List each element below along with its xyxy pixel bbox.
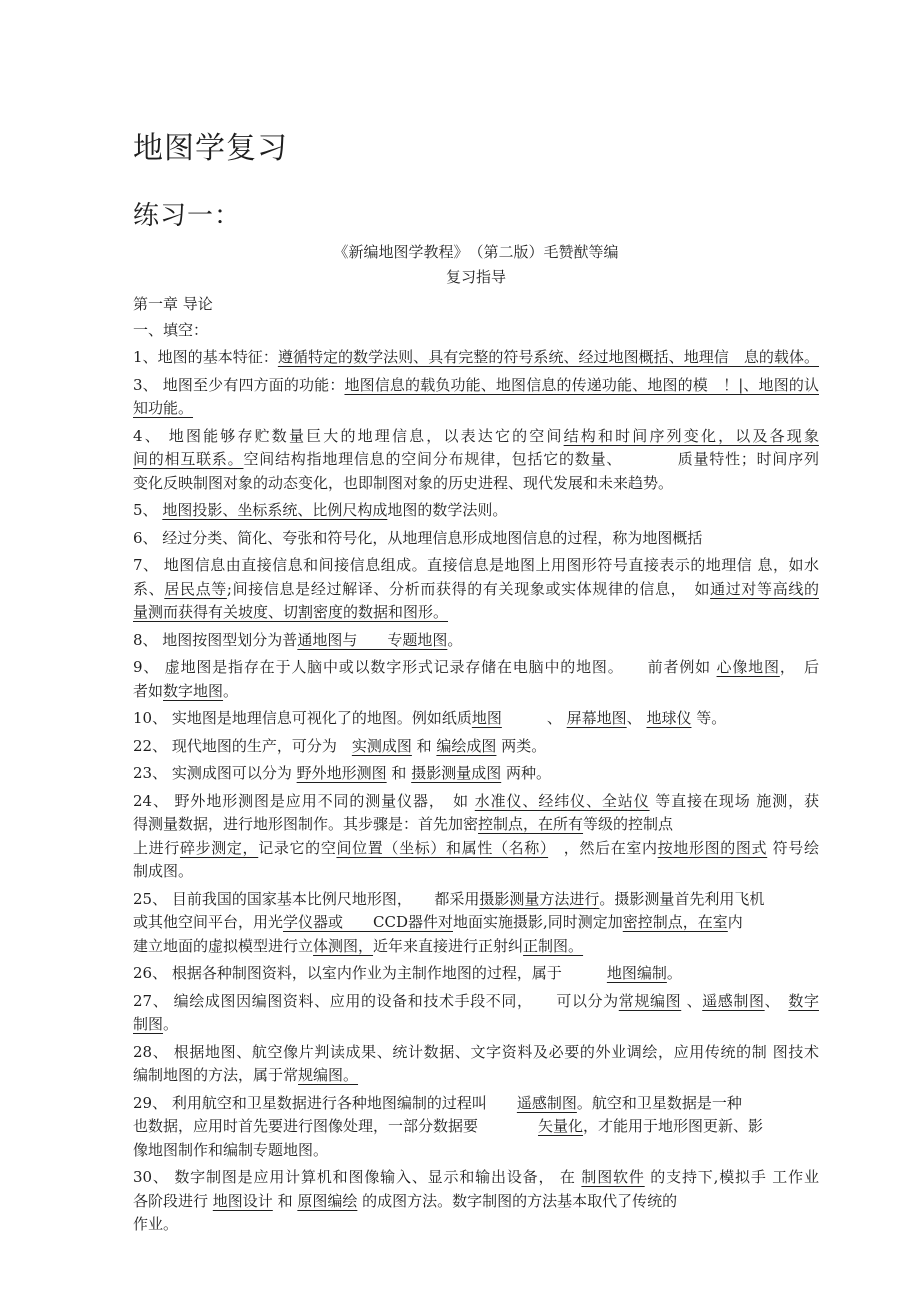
text-line bbox=[133, 888, 819, 912]
answer-underlined-text: 体测图， bbox=[313, 936, 374, 955]
text-segment: 8、 地图按图型划分为普 bbox=[133, 630, 298, 649]
document-content bbox=[133, 128, 819, 1241]
text-line bbox=[133, 656, 819, 680]
answer-underlined-text: 数字 bbox=[788, 991, 819, 1010]
answer-underlined-text: 地图 bbox=[471, 709, 502, 727]
text-line bbox=[133, 448, 819, 472]
text-segment: 。 bbox=[223, 681, 239, 700]
text-line bbox=[133, 499, 819, 523]
text-segment: 建立地面的虚拟模型进行立 bbox=[133, 936, 314, 955]
text-segment: 22、 现代地图的生产，可分为 bbox=[133, 736, 352, 755]
text-line bbox=[133, 1139, 819, 1163]
document-paragraph bbox=[133, 1166, 819, 1237]
text-line bbox=[133, 1190, 819, 1214]
text-line bbox=[133, 790, 819, 814]
text-line bbox=[133, 527, 819, 551]
text-line bbox=[133, 1166, 819, 1190]
text-line bbox=[133, 472, 819, 496]
text-segment: 等。 bbox=[691, 709, 727, 727]
answer-underlined-text: 制图 bbox=[133, 1015, 164, 1033]
text-line bbox=[133, 935, 819, 959]
text-segment: 像地图制作和编制专题地图。 bbox=[133, 1140, 329, 1159]
text-segment: 和 bbox=[272, 1191, 298, 1210]
text-line bbox=[133, 837, 819, 861]
text-segment: 或其他空间平台，用光 bbox=[133, 913, 284, 931]
answer-underlined-text: 正制图。 bbox=[523, 936, 584, 955]
text-line bbox=[133, 1064, 819, 1088]
answer-underlined-text: 水准仪、经纬仪、全站仪 bbox=[474, 791, 650, 810]
text-segment: 29、 利用航空和卫星数据进行各种地图编制的过程叫 bbox=[133, 1093, 517, 1112]
text-line bbox=[133, 629, 819, 653]
answer-underlined-text: 地球仪 bbox=[646, 709, 692, 727]
answer-underlined-text: 遵循特定的数学法则、具有完整的符号系统、经过地图概括、地理信 息的载体。 bbox=[277, 348, 819, 366]
text-segment: 空间结构指地理信息的空间分布规律，包括它的数量、 质量特性；时间序列 bbox=[243, 450, 819, 468]
text-line bbox=[133, 762, 819, 786]
text-segment: 地面实施摄影,同时测定加 bbox=[453, 913, 623, 931]
text-segment: 30、 数字制图是应用计算机和图像输入、显示和输出设备， 在 bbox=[133, 1168, 582, 1186]
text-segment: 制成图。 bbox=[133, 862, 194, 880]
text-line bbox=[133, 813, 819, 837]
text-line bbox=[133, 1115, 819, 1139]
text-segment: 近年来直接进行正射纠 bbox=[373, 936, 524, 955]
text-segment: 。 bbox=[666, 964, 682, 982]
document-paragraph bbox=[133, 425, 819, 496]
text-segment: 、 bbox=[501, 709, 567, 727]
document-paragraph bbox=[133, 990, 819, 1037]
text-line bbox=[133, 397, 819, 421]
answer-underlined-text: 地图编制 bbox=[606, 964, 667, 982]
text-segment: 的支持下,模拟手 工作业 bbox=[644, 1168, 819, 1186]
review-guide-line: 复习指导 bbox=[445, 268, 506, 286]
document-paragraph bbox=[133, 707, 819, 731]
text-segment: 1、地图的基本特征： bbox=[133, 348, 278, 366]
document-paragraph bbox=[133, 374, 819, 421]
answer-underlined-text: 规编图。 bbox=[298, 1066, 359, 1084]
document-paragraph bbox=[133, 762, 819, 786]
text-segment: 10、 实地图是地理信息可视化了的地图。例如纸质 bbox=[133, 709, 472, 727]
answer-underlined-text: 学仪器或 CCD器件对 bbox=[283, 913, 453, 931]
text-segment: 两种。 bbox=[501, 764, 551, 782]
text-line bbox=[133, 554, 819, 578]
text-segment: 地图的数学法则。 bbox=[387, 501, 508, 519]
text-segment: 。 bbox=[447, 630, 463, 649]
text-segment: 23、 实测成图可以分为 bbox=[133, 764, 297, 782]
answer-underlined-text: 矢量化 bbox=[538, 1117, 584, 1135]
answer-underlined-text: 数字地图 bbox=[163, 681, 224, 700]
answer-underlined-text: 地图信息的载负功能、地图信息的传递功能、地图的模 ！|、地图的认 bbox=[344, 375, 819, 394]
answer-underlined-text: 通地图与 专题地图 bbox=[297, 630, 448, 649]
answer-underlined-text: 按地形图的图式 bbox=[657, 838, 768, 857]
text-segment: ，然后在室内 bbox=[548, 838, 658, 857]
answer-underlined-text: 通过对等高线的 bbox=[710, 579, 819, 598]
answer-underlined-text: 遥感制图 bbox=[702, 991, 765, 1010]
text-segment: 。摄影测量首先利用飞机 bbox=[599, 889, 765, 908]
answer-underlined-text: 知功能。 bbox=[133, 399, 194, 417]
answer-underlined-text: 间的相互联系。 bbox=[133, 450, 244, 468]
document-paragraph bbox=[133, 962, 819, 986]
text-segment: ;间接信息是经过解译、分析而获得的有关现象或实体规律的信息， 如 bbox=[226, 579, 711, 598]
answer-underlined-text: 制图软件 bbox=[581, 1168, 645, 1186]
text-line bbox=[133, 578, 819, 602]
text-segment: 系、 bbox=[133, 579, 165, 598]
document-paragraph bbox=[133, 346, 819, 370]
answer-underlined-text: 地图设计 bbox=[212, 1191, 273, 1210]
document-paragraph bbox=[133, 735, 819, 759]
answer-underlined-text: 控制点，在所有 bbox=[478, 815, 584, 833]
answer-underlined-text: 原图编绘 bbox=[297, 1191, 358, 1210]
text-segment: 。 bbox=[163, 1015, 179, 1033]
text-line bbox=[133, 707, 819, 731]
text-line bbox=[133, 374, 819, 398]
text-line bbox=[133, 1092, 819, 1116]
document-paragraph bbox=[133, 554, 819, 625]
text-line bbox=[133, 680, 819, 704]
text-segment: 7、 地图信息由直接信息和间接信息组成。直接信息是地图上用图形符号直接表示的地理信 息，如水 bbox=[133, 556, 819, 574]
answer-underlined-text: 野外地形测图 bbox=[296, 764, 387, 782]
text-segment: 符号绘 bbox=[767, 838, 819, 857]
document-paragraph bbox=[133, 888, 819, 959]
text-segment: 记录它的空 bbox=[258, 838, 337, 857]
document-title: 地图学复习 bbox=[133, 131, 288, 166]
text-segment: 的成图方法。数字制图的方法基本取代了传统的 bbox=[357, 1191, 678, 1210]
text-line bbox=[133, 911, 819, 935]
text-segment: 6、 经过分类、简化、夸张和符号化，从地理信息形成地图信息的过程，称为地图概括 bbox=[133, 528, 703, 547]
text-segment: 编制地图的方法，属于常 bbox=[133, 1066, 299, 1084]
answer-underlined-text: 摄影测量方法进行 bbox=[479, 889, 600, 908]
chapter-heading: 第一章 导论 bbox=[133, 295, 213, 313]
text-segment: 变化反映制图对象的动态变化，也即制图对象的历史进程、现代发展和未来趋势。 bbox=[133, 473, 674, 492]
exercise-heading: 练习一： bbox=[133, 201, 242, 231]
text-segment: 上进行 bbox=[133, 838, 180, 857]
fill-in-items bbox=[133, 346, 819, 1237]
document-paragraph bbox=[133, 499, 819, 523]
text-segment: 者如 bbox=[133, 681, 164, 700]
text-segment: 内 bbox=[727, 913, 743, 931]
answer-underlined-text: 地图投影、坐标系统、比例尺构成 bbox=[162, 501, 388, 519]
text-segment: 两类。 bbox=[496, 736, 547, 755]
book-reference-line: 《新编地图学教程》 （第二版）毛赞猷等编 bbox=[333, 243, 619, 261]
text-segment: 5、 bbox=[133, 501, 163, 519]
text-segment: 、 bbox=[626, 709, 647, 727]
text-segment: 等级的控制点 bbox=[583, 815, 674, 833]
text-line bbox=[133, 962, 819, 986]
text-segment: 和 bbox=[386, 764, 412, 782]
document-paragraph bbox=[133, 1092, 819, 1163]
text-segment: 。航空和卫星数据是一种 bbox=[576, 1093, 742, 1112]
text-segment: 27、 编绘成图因编图资料、应用的设备和技术手段不同， 可以分为 bbox=[133, 991, 619, 1010]
document-paragraph bbox=[133, 656, 819, 703]
text-segment: 各阶段进行 bbox=[133, 1191, 213, 1210]
text-line bbox=[133, 860, 819, 884]
answer-underlined-text: 密控制点，在室 bbox=[622, 913, 728, 931]
text-segment: 、 bbox=[681, 991, 703, 1010]
text-segment: 、 bbox=[764, 991, 789, 1010]
text-segment: ， 后 bbox=[779, 658, 819, 676]
text-line bbox=[133, 990, 819, 1014]
answer-underlined-text: 实测成图 bbox=[351, 736, 412, 755]
text-line bbox=[133, 1013, 819, 1037]
answer-underlined-text: 碎步测定， bbox=[179, 838, 259, 857]
text-segment: 得测量数据，进行地形图制作。其步骤是：首先加密 bbox=[133, 815, 479, 833]
text-segment: 25、 目前我国的国家基本比例尺地形图， 都采用 bbox=[133, 889, 480, 908]
text-line bbox=[133, 1041, 819, 1065]
answer-underlined-text: 间位置（坐标）和属性（名称） bbox=[336, 838, 549, 857]
answer-underlined-text: 心像地图 bbox=[716, 658, 780, 676]
text-segment: 3、 地图至少有四方面的功能： bbox=[133, 375, 345, 394]
section-heading: 一、填空： bbox=[133, 321, 209, 339]
text-segment: 作业。 bbox=[133, 1215, 179, 1233]
text-segment: ，才能用于地形图更新、影 bbox=[583, 1117, 764, 1135]
document-paragraph bbox=[133, 629, 819, 653]
text-line bbox=[133, 346, 819, 370]
text-segment: 28、 根据地图、航空像片判读成果、统计数据、文字资料及必要的外业调绘，应用传统的制 图技术 bbox=[133, 1042, 819, 1061]
text-line bbox=[133, 601, 819, 625]
answer-underlined-text: 编绘成图 bbox=[436, 736, 497, 755]
text-segment: 26、 根据各种制图资料，以室内作业为主制作地图的过程，属于 bbox=[133, 964, 607, 982]
document-paragraph bbox=[133, 790, 819, 884]
answer-underlined-text: 屏幕地图 bbox=[566, 709, 627, 727]
answer-underlined-text: 结构和时间序列变化，以及各现象 bbox=[563, 426, 819, 445]
text-segment: 也数据，应用时首先要进行图像处理，一部分数据要 bbox=[133, 1117, 539, 1135]
document-paragraph bbox=[133, 527, 819, 551]
document-paragraph bbox=[133, 1041, 819, 1088]
answer-underlined-text: 居民点等 bbox=[164, 579, 227, 598]
answer-underlined-text: 常规编图 bbox=[618, 991, 682, 1010]
text-line bbox=[133, 735, 819, 759]
answer-underlined-text: 量测而获得有关坡度、切割密度的数据和图形。 bbox=[133, 603, 449, 621]
text-segment: 4、 地图能够存贮数量巨大的地理信息，以表达它的空间 bbox=[133, 426, 564, 445]
text-segment: 24、 野外地形测图是应用不同的测量仪器， 如 bbox=[133, 791, 475, 810]
text-segment: 等直接在现场 施测，获 bbox=[649, 791, 819, 810]
text-segment: 9、 虚地图是指存在于人脑中或以数字形式记录存储在电脑中的地图。 前者例如 bbox=[133, 658, 717, 676]
answer-underlined-text: 遥感制图 bbox=[516, 1093, 577, 1112]
text-segment: 和 bbox=[411, 736, 437, 755]
answer-underlined-text: 摄影测量成图 bbox=[411, 764, 502, 782]
text-line bbox=[133, 425, 819, 449]
text-line bbox=[133, 1213, 819, 1237]
